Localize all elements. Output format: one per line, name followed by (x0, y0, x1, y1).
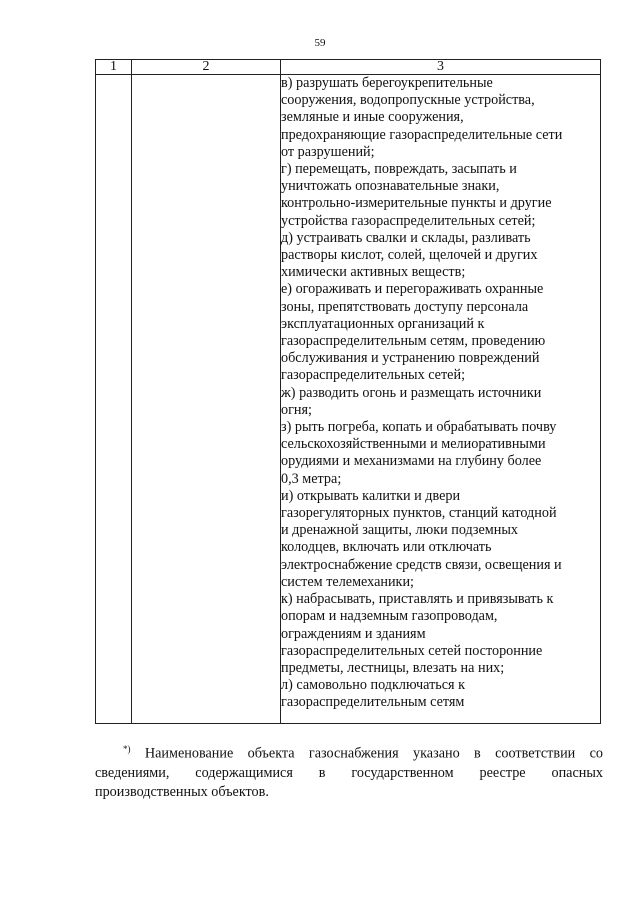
column-header-1: 1 (96, 60, 132, 75)
list-item-e: е) огораживать и перегораживать охранные зоны, препятствовать доступу персонала эксплуатационных организаций к газораспределительным сетям, проведению обслуживания и устранению повреждений газораспределительных сетей; (281, 281, 546, 384)
table-row (96, 75, 601, 724)
empty-cell-col1 (96, 75, 132, 724)
list-item-l: л) самовольно подключаться к газораспределительным сетям (281, 677, 466, 711)
column-header-2: 2 (132, 60, 281, 75)
list-item-zh: ж) разводить огонь и размещать источники огня; (281, 384, 542, 418)
list-item-g: г) перемещать, повреждать, засыпать и уничтожать опознавательные знаки, контрольно-измерительные пункты и другие устройства газораспределительных сетей; (281, 161, 552, 229)
column-header-3: 3 (281, 60, 601, 75)
restrictions-cell (281, 75, 601, 724)
footnote-text: Наименование объекта газоснабжения указано в соответствии со сведениями, содержащимися в государственном реестре опасных производственных объектов. (95, 745, 604, 800)
list-item-k: к) набрасывать, приставлять и привязывать к опорам и надземным газопроводам, ограждениям и зданиям газораспределительных сетей посторонние предметы, лестницы, влезать на них; (281, 591, 554, 676)
table-header-row (96, 60, 601, 75)
restrictions-table (95, 59, 601, 724)
footnote-marker: *) (123, 744, 131, 754)
empty-cell-col2 (132, 75, 281, 724)
list-item-v: в) разрушать берегоукрепительные сооружения, водопропускные устройства, земляные и иные сооружения, предохраняющие газораспределительные сети от разрушений; (281, 75, 563, 160)
list-item-z: з) рыть погреба, копать и обрабатывать почву сельскохозяйственными и мелиоративными орудиями и механизмами на глубину более 0,3 метра; (281, 419, 557, 487)
list-item-i: и) открывать калитки и двери газорегуляторных пунктов, станций катодной и дренажной защиты, люки подземных колодцев, включать или отключать электроснабжение средств связи, освещения и систем телемеханики; (281, 487, 562, 590)
footnote (95, 740, 603, 802)
page-number: 59 (314, 37, 326, 49)
list-item-d: д) устраивать свалки и склады, разливать растворы кислот, солей, щелочей и других химически активных веществ; (281, 229, 538, 281)
